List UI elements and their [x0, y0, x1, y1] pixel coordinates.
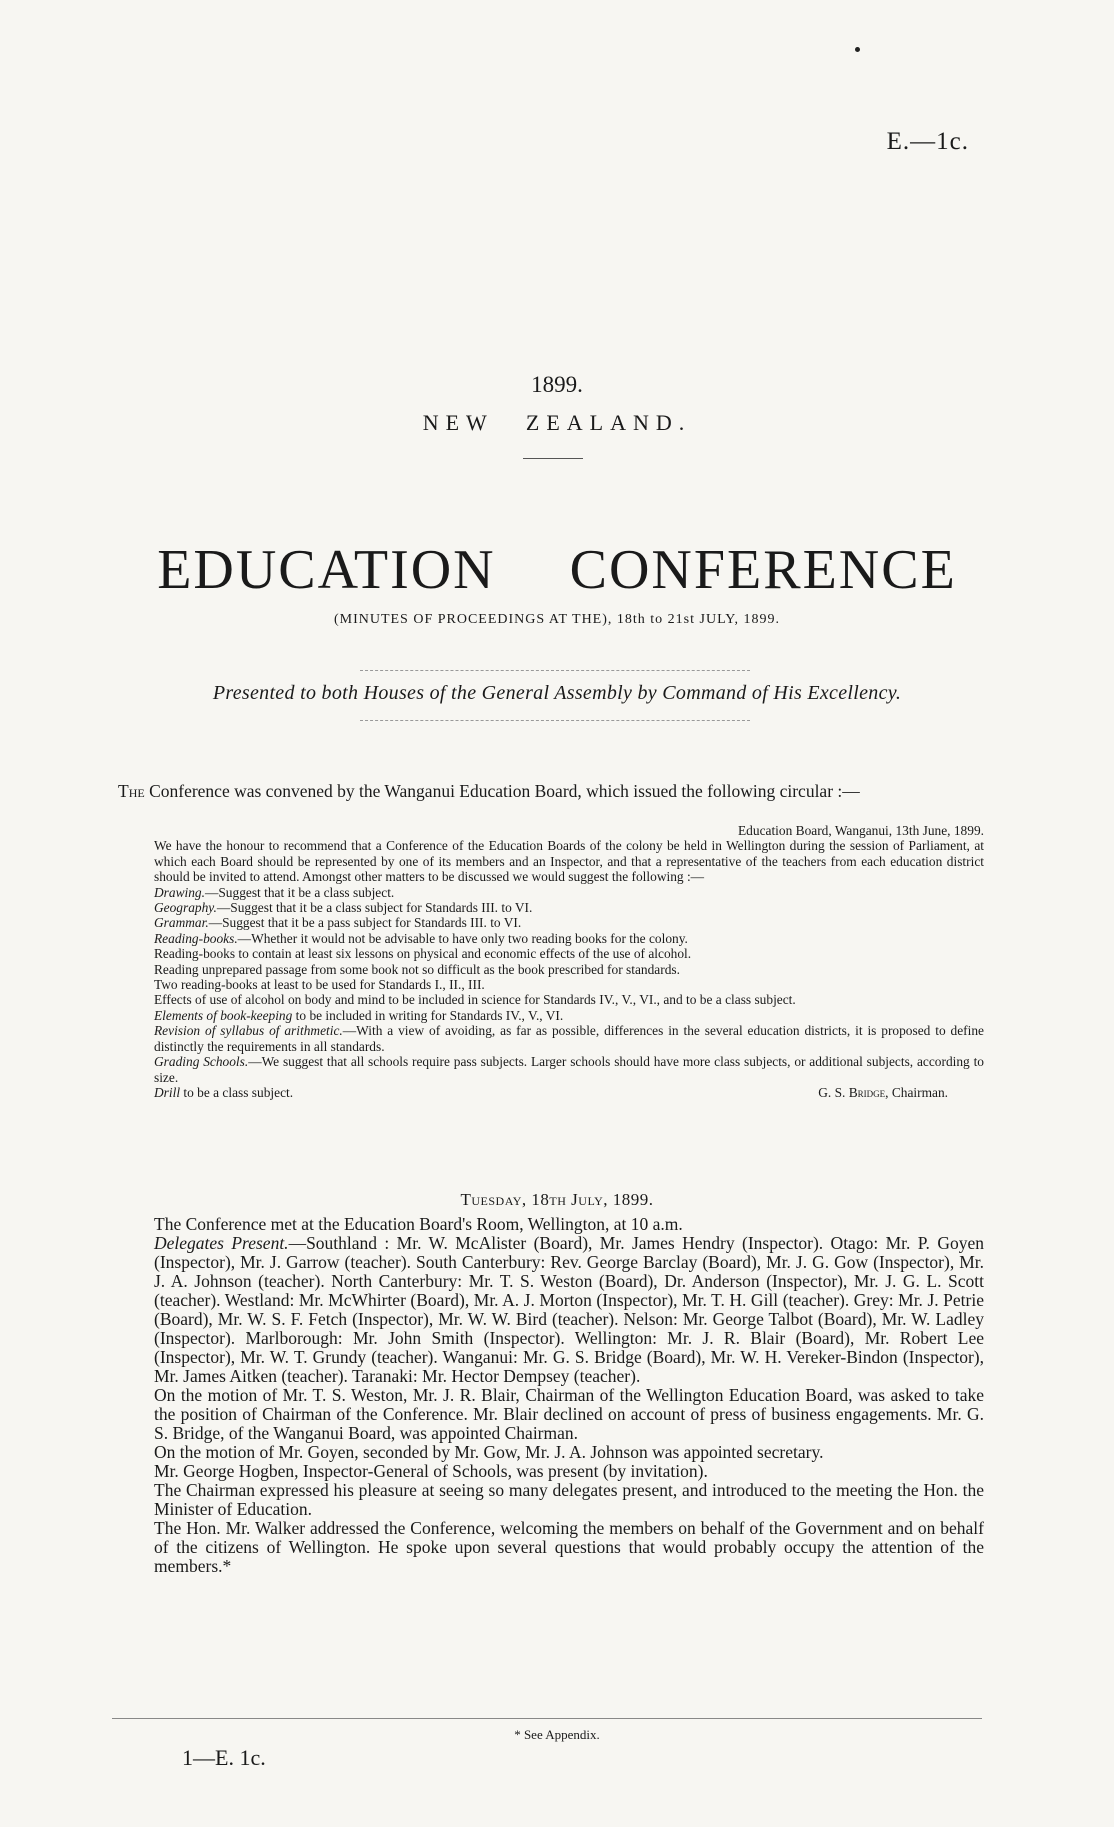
minutes-minister-address: The Hon. Mr. Walker addressed the Conference, welcoming the members on behalf of the Government and on behalf of the citizens of Wellington. He spoke upon several questions that would probably occupy the attention of the members.*: [154, 1518, 984, 1576]
circular-item-grading: Grading Schools.—We suggest that all schools require pass subjects. Larger schools should have more class subjects, or additional subjects, according to size.: [154, 1054, 984, 1085]
page-reference: E.—1c.: [886, 128, 969, 155]
intro-lead-word: The: [118, 781, 145, 801]
circular-item-reading-2: Reading-books to contain at least six lessons on physical and economic effects of the use of alcohol.: [154, 946, 692, 962]
intro-paragraph: [118, 782, 984, 801]
minutes: [118, 1215, 984, 1576]
circular-item-drill: Drill to be a class subject. G. S. Bridge, Chairman.: [154, 1084, 948, 1100]
circular-item-bookkeeping: Elements of book-keeping to be included in writing for Standards IV., V., VI.: [154, 1007, 564, 1023]
minutes-delegates: Delegates Present.—Southland : Mr. W. McAlister (Board), Mr. James Hendry (Inspector). Otago: Mr. P. Goyen (Inspector), Mr. J. Garrow (teacher). South Canterbury: Rev. George Barclay (Board), Mr. J. G. Gow (Inspector), Mr. J. A. Johnson (teacher). North Canterbury: Mr. T. S. Weston (Board), Dr. Anderson (Inspector), Mr. J. G. L. Scott (teacher). Westland: Mr. McWhirter (Board), Mr. A. J. Morton (Inspector), Mr. T. H. Gill (teacher). Grey: Mr. J. Petrie (Board), Mr. W. S. F. Fetch (Inspector), Mr. W. W. Bird (teacher). Nelson: Mr. George Talbot (Board), Mr. W. Ladley (Inspector). Marlborough: Mr. John Smith (Inspector). Wellington: Mr. J. R. Blair (Board), Mr. Robert Lee (Inspector), Mr. W. T. Grundy (teacher). Wanganui: Mr. G. S. Bridge (Board), Mr. W. H. Vereker-Bindon (Inspector), Mr. James Aitken (teacher). Taranaki: Mr. Hector Dempsey (teacher).: [154, 1233, 984, 1386]
circular-item-grammar: Grammar.—Suggest that it be a pass subject for Standards III. to VI.: [154, 915, 522, 931]
day-heading: Tuesday, 18th July, 1899.: [460, 1190, 654, 1209]
minutes-chairman-remarks: The Chairman expressed his pleasure at seeing so many delegates present, and introduced to the meeting the Hon. the Minister of Education.: [154, 1480, 984, 1519]
circular-item-reading-4: Two reading-books at least to be used for Standards I., II., III.: [154, 977, 485, 993]
circular-signature: G. S. Bridge, Chairman.: [818, 1084, 948, 1100]
circular-item-drawing: Drawing.—Suggest that it be a class subject.: [154, 884, 395, 900]
presented-line: Presented to both Houses of the General Assembly by Command of His Excellency.: [212, 682, 902, 704]
divider-short: [523, 458, 583, 459]
minutes-chairman-motion: On the motion of Mr. T. S. Weston, Mr. J. R. Blair, Chairman of the Wellington Education Board, was asked to take the position of Chairman of the Conference. Mr. Blair declined on account of press of business engagements. Mr. G. S. Bridge, of the Wanganui Board, was appointed Chairman.: [154, 1385, 984, 1443]
document-subtitle: (MINUTES OF PROCEEDINGS AT THE), 18th to 21st JULY, 1899.: [333, 612, 781, 627]
page-footer: 1—E. 1c.: [182, 1745, 266, 1770]
year: 1899.: [531, 372, 583, 397]
circular-item-arithmetic: Revision of syllabus of arithmetic.—With a view of avoiding, as far as possible, differences in the several education districts, it is proposed to define distinctly the requirements in all standards.: [154, 1023, 984, 1054]
corner-mark: [855, 47, 860, 52]
minutes-hogben: Mr. George Hogben, Inspector-General of Schools, was present (by invitation).: [154, 1461, 708, 1481]
circular-item-reading-3: Reading unprepared passage from some book not so difficult as the book prescribed for standards.: [154, 961, 680, 977]
circular-item-alcohol: Effects of use of alcohol on body and mind to be included in science for Standards IV., V., VI., and to be a class subject.: [154, 992, 796, 1008]
footnote: * See Appendix.: [514, 1727, 600, 1742]
document-title: [0, 538, 1114, 602]
circular-item-geography: Geography.—Suggest that it be a class subject for Standards III. to VI.: [154, 900, 533, 916]
circular-date-line: Education Board, Wanganui, 13th June, 1899.: [738, 823, 984, 838]
title-word-right: CONFERENCE: [569, 539, 957, 601]
minutes-meeting-place: The Conference met at the Education Board's Room, Wellington, at 10 a.m.: [154, 1214, 683, 1234]
divider-top: [360, 670, 750, 671]
circular-paragraph: We have the honour to recommend that a Conference of the Education Boards of the colony be held in Wellington during the session of Parliament, at which each Board should be represented by one of its members and an Inspector, and that a representative of the teachers from each education district should be invited to attend. Amongst other matters to be discussed we would suggest the following :—: [154, 838, 984, 885]
intro-text: Conference was convened by the Wanganui Education Board, which issued the following circular :—: [149, 781, 860, 801]
minutes-secretary-motion: On the motion of Mr. Goyen, seconded by Mr. Gow, Mr. J. A. Johnson was appointed secretary.: [154, 1442, 824, 1462]
footnote-rule: [112, 1718, 982, 1719]
country-heading: NEW ZEALAND.: [422, 410, 692, 435]
circular-item-reading: Reading-books.—Whether it would not be advisable to have only two reading books for the colony.: [154, 930, 688, 946]
circular: [118, 823, 984, 1100]
divider-bottom: [360, 720, 750, 721]
title-word-left: EDUCATION: [157, 539, 496, 601]
